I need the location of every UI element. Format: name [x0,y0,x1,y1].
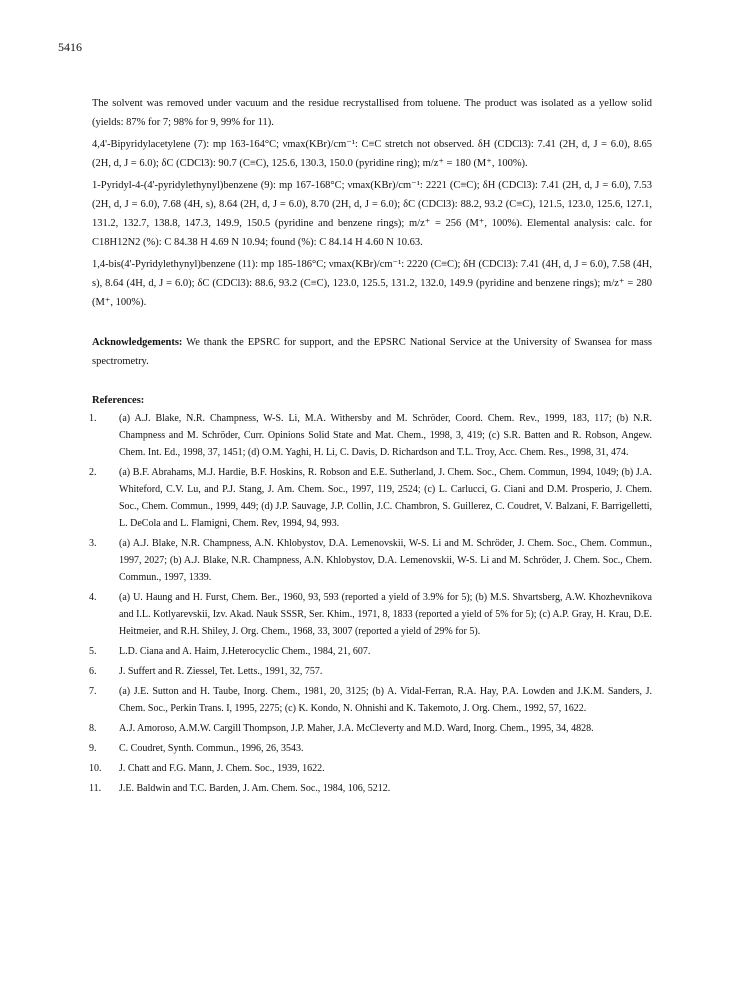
reference-number: 10. [89,763,102,774]
reference-number: 6. [89,666,97,677]
reference-item [89,663,652,680]
paragraph-compound-7: 4,4'-Bipyridylacetylene (7): mp 163-164°C; νmax(KBr)/cm⁻¹: C≡C stretch not observed. δH (CDCl3): 7.41 (2H, d, J = 6.0), 8.65 (2H, d, J = 6.0); δC (CDCl3): 90.7 (C≡C), 125.6, 130.3, 150.0 (pyridine ring); m/z⁺ = 180 (M⁺, 100%). [92,139,652,169]
reference-number: 3. [89,538,97,549]
reference-text: J. Chatt and F.G. Mann, J. Chem. Soc., 1939, 1622. [119,763,325,774]
reference-number: 11. [89,783,102,794]
reference-number: 2. [89,467,97,478]
reference-item [89,410,652,461]
paragraph-procedure: The solvent was removed under vacuum and the residue recrystallised from toluene. The product was isolated as a yellow solid (yields: 87% for 7; 98% for 9, 99% for 11). [92,98,652,128]
paragraph-compound-11: 1,4-bis(4'-Pyridylethynyl)benzene (11): mp 185-186°C; νmax(KBr)/cm⁻¹: 2220 (C≡C); δH (CDCl3): 7.41 (4H, d, J = 6.0), 7.58 (4H, s), 8.64 (4H, d, J = 6.0); δC (CDCl3): 88.6, 93.2 (C≡C), 123.0, 125.5, 131.2, 132.0, 149.9 (pyridine and benzene rings); m/z⁺ = 280 (M⁺, 100%). [92,259,652,308]
page-number: 5416 [58,40,82,54]
reference-number: 9. [89,743,97,754]
reference-item [89,780,652,797]
references-heading: References: [92,395,145,406]
reference-number: 8. [89,723,97,734]
references-list [89,410,652,797]
paragraph-compound-9: 1-Pyridyl-4-(4'-pyridylethynyl)benzene (9): mp 167-168°C; νmax(KBr)/cm⁻¹: 2221 (C≡C); δH (CDCl3): 7.41 (2H, d, J = 6.0), 7.53 (2H, d, J = 6.0), 7.68 (4H, s), 8.64 (2H, d, J = 6.0), 8.70 (2H, d, J = 6.0); δC (CDCl3): 88.2, 93.2 (C≡C), 121.5, 123.0, 125.6, 127.1, 131.2, 132.7, 138.8, 147.3, 149.9, 150.5 (pyridine and benzene rings); m/z⁺ = 256 (M⁺, 100%). Elemental analysis: calc. for C18H12N2 (%): C 84.38 H 4.69 N 10.94; found (%): C 84.14 H 4.60 N 10.63. [92,180,652,248]
reference-number: 5. [89,646,97,657]
reference-text: (a) A.J. Blake, N.R. Champness, W-S. Li, M.A. Withersby and M. Schröder, Coord. Chem. Rev., 1999, 183, 117; (b) N.R. Champness and M. Schröder, Curr. Opinions Solid State and Mat. Chem., 1998, 3, 419; (c) S.R. Batten and R. Robson, Angew. Chem. Int. Ed., 1998, 37, 1451; (d) O.M. Yaghi, H. Li, C. Davis, D. Richardson and T.L. Troy, Acc. Chem. Res., 1998, 31, 474. [119,413,652,458]
reference-item [89,740,652,757]
reference-item [89,589,652,640]
acknowledgements-text: We thank the EPSRC for support, and the EPSRC National Service at the University of Swansea for mass spectrometry. [92,337,653,367]
article-body [89,94,653,800]
reference-text: A.J. Amoroso, A.M.W. Cargill Thompson, J.P. Maher, J.A. McCleverty and M.D. Ward, Inorg. Chem., 1995, 34, 4828. [119,723,594,734]
reference-number: 4. [89,592,97,603]
reference-item [89,643,652,660]
reference-number: 1. [89,413,97,424]
reference-item [89,464,652,532]
acknowledgements-label: Acknowledgements: [92,337,183,348]
reference-item [89,760,652,777]
reference-text: L.D. Ciana and A. Haim, J.Heterocyclic Chem., 1984, 21, 607. [119,646,371,657]
reference-text: J.E. Baldwin and T.C. Barden, J. Am. Chem. Soc., 1984, 106, 5212. [119,783,391,794]
reference-item [89,720,652,737]
reference-text: (a) J.E. Sutton and H. Taube, Inorg. Chem., 1981, 20, 3125; (b) A. Vidal-Ferran, R.A. Hay, P.A. Lowden and J.K.M. Sanders, J. Chem. Soc., Perkin Trans. I, 1995, 2275; (c) K. Kondo, N. Ohnishi and K. Takemoto, J. Org. Chem., 1992, 57, 1622. [119,686,652,714]
reference-item [89,535,652,586]
reference-item [89,683,652,717]
reference-text: (a) A.J. Blake, N.R. Champness, A.N. Khlobystov, D.A. Lemenovskii, W-S. Li and M. Schröder, J. Chem. Soc., Chem. Commun., 1997, 2027; (b) A.J. Blake, N.R. Champness, A.N. Khlobystov, D.A. Lemenovskii, W-S. Li and M. Schröder, J. Chem. Soc., Chem. Commun., 1997, 1339. [119,538,652,583]
acknowledgements [92,333,652,371]
reference-text: (a) U. Haung and H. Furst, Chem. Ber., 1960, 93, 593 (reported a yield of 3.9% for 5); (b) M.S. Shvartsberg, A.W. Khozhevnikova and I.L. Kotlyarevskii, Izv. Akad. Nauk SSSR, Ser. Khim., 1971, 8, 1833 (reported a yield of 5% for 5); (c) A.P. Gray, H. Krau, D.E. Heitmeier, and R.H. Shiley, J. Org. Chem., 1968, 33, 3007 (reported a yield of 29% for 5). [119,592,652,637]
reference-number: 7. [89,686,97,697]
reference-text: J. Suffert and R. Ziessel, Tet. Letts., 1991, 32, 757. [119,666,323,677]
reference-text: (a) B.F. Abrahams, M.J. Hardie, B.F. Hoskins, R. Robson and E.E. Sutherland, J. Chem. Soc., Chem. Commun, 1994, 1049; (b) J.A. Whiteford, C.V. Lu, and P.J. Stang, J. Am. Chem. Soc., 1997, 119, 2524; (c) L. Carlucci, G. Ciani and D.M. Prosperio, J. Chem. Soc., Chem. Commun., 1999, 449; (d) J.P. Sauvage, J.P. Collin, J.C. Chambron, S. Guillerez, C. Coudret, V. Balzani, F. Barrigelletti, L. DeCola and L. Flamigni, Chem. Rev, 1994, 94, 993. [119,467,652,529]
reference-text: C. Coudret, Synth. Commun., 1996, 26, 3543. [119,743,304,754]
